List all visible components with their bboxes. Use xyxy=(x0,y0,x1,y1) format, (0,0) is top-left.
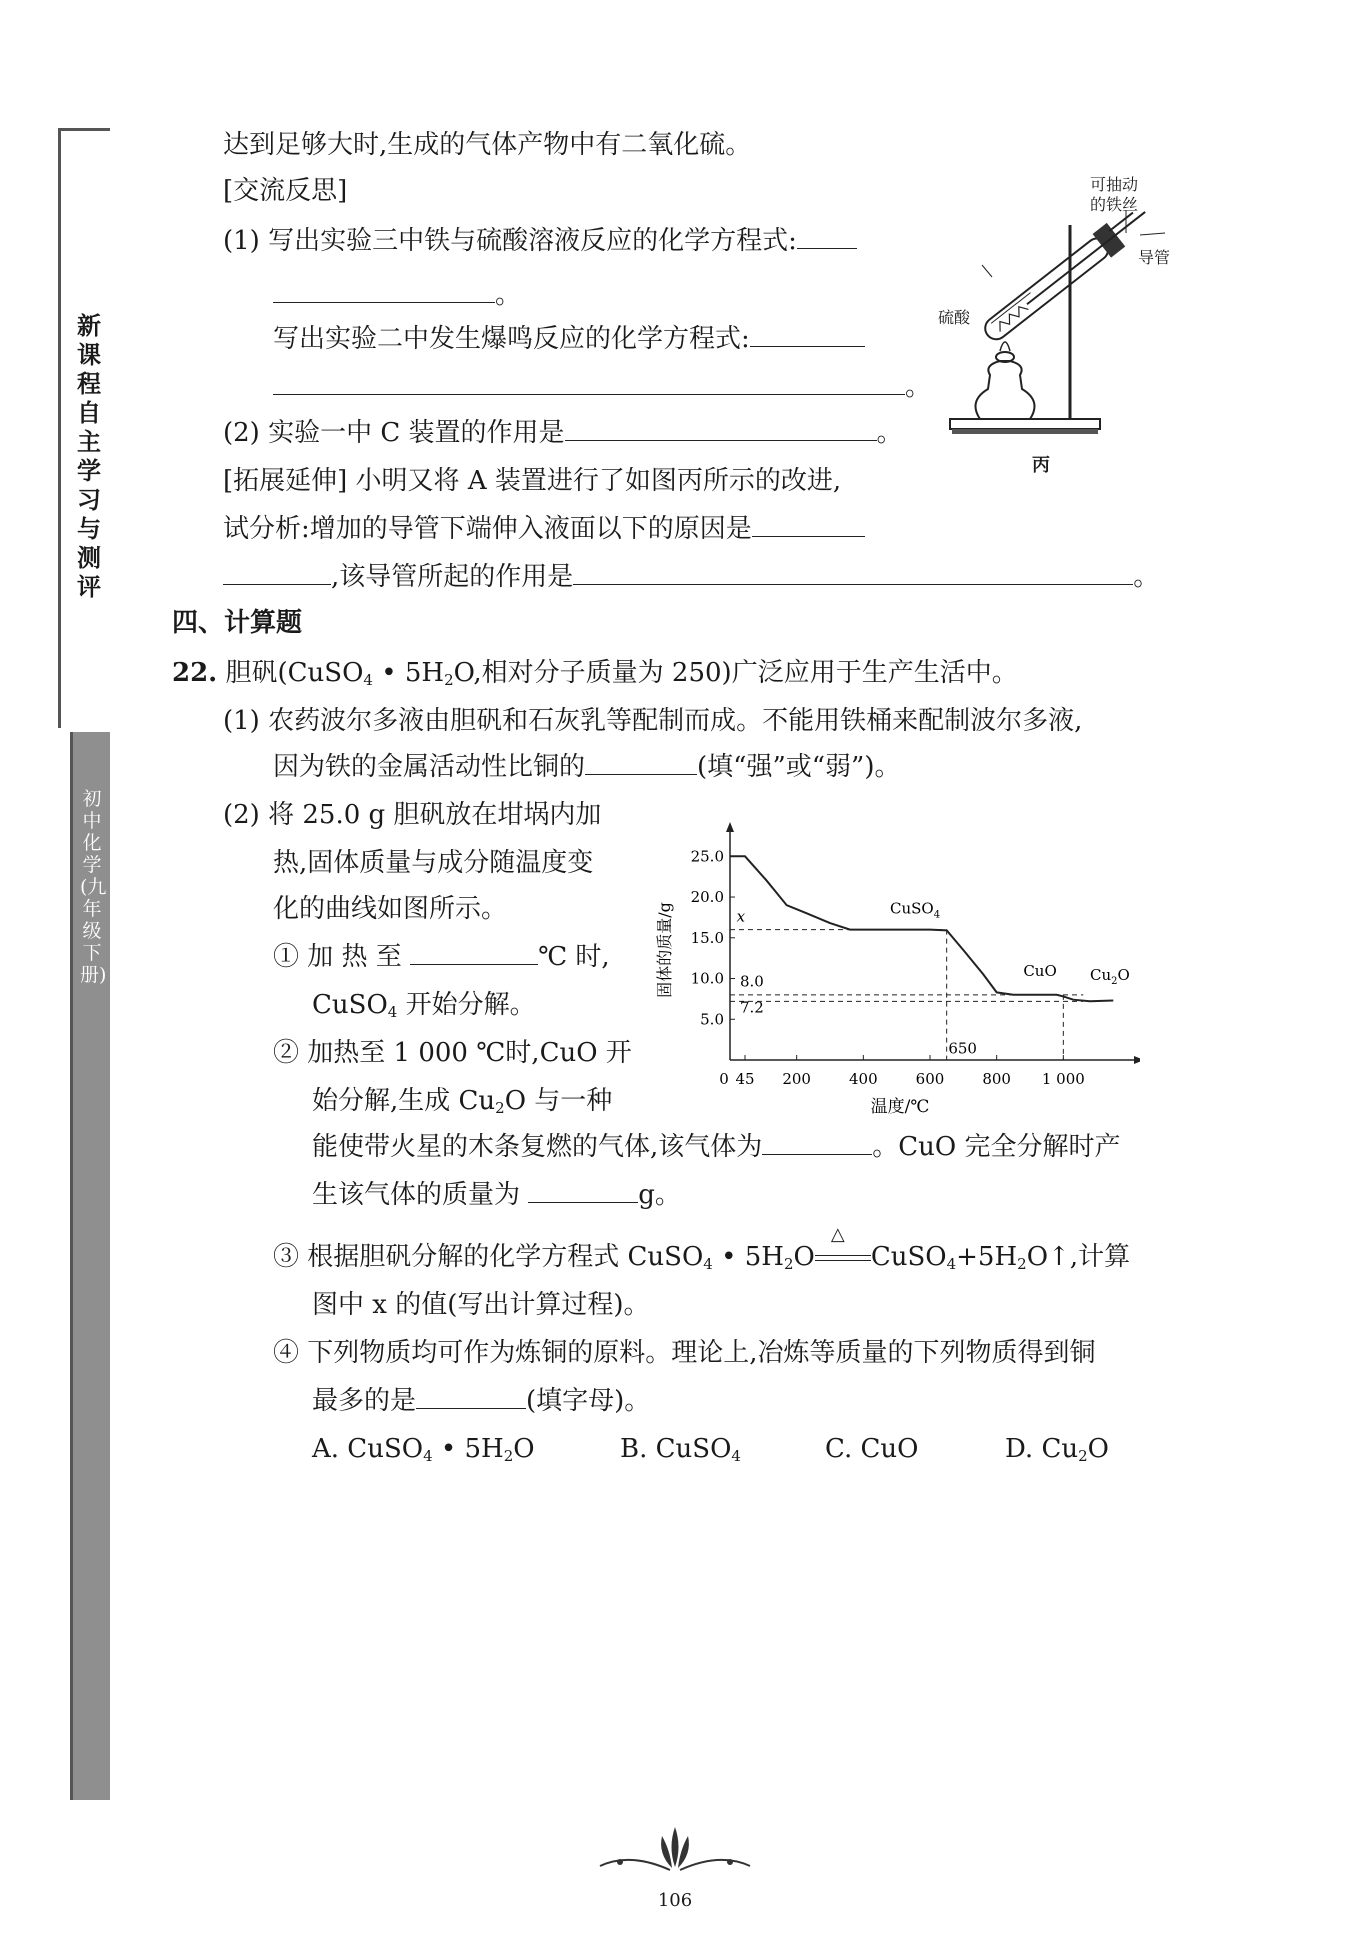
question-1-text: (1) 写出实验三中铁与硫酸溶液反应的化学方程式: xyxy=(223,226,797,256)
sub3-line-b: 图中 x 的值(写出计算过程)。 xyxy=(312,1290,650,1320)
x-tick-label: 400 xyxy=(849,1070,878,1088)
figure-caption: 丙 xyxy=(1032,455,1050,476)
mass-temperature-chart xyxy=(650,820,1140,1130)
subscript: 2 xyxy=(783,1255,794,1273)
formula: • 5H xyxy=(432,1434,504,1464)
subscript: 4 xyxy=(363,671,373,689)
sub1-line-a xyxy=(273,938,610,976)
subscript: 2 xyxy=(1078,1447,1088,1465)
section-heading: 四、计算题 xyxy=(172,608,303,638)
wire-label xyxy=(1090,175,1138,215)
blank-line-2 xyxy=(273,276,521,314)
sub3-text-end: ,计算 xyxy=(1069,1242,1131,1272)
analysis-line xyxy=(223,510,865,548)
subscript: 2 xyxy=(444,671,454,689)
ornament-dot xyxy=(617,1859,623,1865)
wire-label-1: 可抽动 xyxy=(1090,175,1139,194)
formula: O xyxy=(513,1434,535,1464)
x-axis-arrow xyxy=(1134,1056,1140,1064)
sub2-text-b1: 始分解,生成 Cu xyxy=(312,1086,496,1116)
sub2-line-d xyxy=(312,1176,681,1214)
ornament-leaf-center xyxy=(672,1827,679,1867)
q22-part2-line-b: 热,固体质量与成分随温度变 xyxy=(273,848,594,878)
sub4-line-b xyxy=(312,1382,650,1420)
sub1-text-b: 开始分解。 xyxy=(397,990,536,1020)
q22-text-c: O,相对分子质量为 250)广泛应用于生产生活中。 xyxy=(453,658,1018,688)
q22-text-a: 胆矾(CuSO xyxy=(225,658,364,688)
subscript: 4 xyxy=(703,1255,713,1273)
q22-part1-line-a: (1) 农药波尔多液由胆矾和石灰乳等配制而成。不能用铁桶来配制波尔多液, xyxy=(223,706,1083,736)
answer-blank[interactable] xyxy=(762,1128,872,1155)
formula: CuSO xyxy=(312,990,388,1020)
question-1b-line xyxy=(273,320,865,358)
chart-annotation: $Cu_2O$ xyxy=(1090,966,1130,988)
q22-part1-line-b xyxy=(273,748,900,786)
test-tube-group xyxy=(978,200,1154,347)
ornament-dot xyxy=(727,1859,733,1865)
chart-annotation: 7.2 xyxy=(740,998,764,1017)
sidebar-book-tab xyxy=(58,128,110,728)
alcohol-lamp xyxy=(976,361,1035,419)
sub2-text-c-end: 。CuO 完全分解时产 xyxy=(872,1132,1121,1162)
answer-blank[interactable] xyxy=(528,1176,638,1203)
analysis-line-2 xyxy=(223,558,1159,596)
chart-annotation: CuSO$_4$ xyxy=(890,899,941,921)
sub1-line-b xyxy=(312,986,536,1024)
tube-label-line xyxy=(1140,233,1165,235)
y-tick-label: 25.0 xyxy=(690,847,724,866)
option-B[interactable] xyxy=(620,1430,741,1468)
sub2-text-c: 能使带火星的木条复燃的气体,该气体为 xyxy=(312,1132,763,1162)
x-tick-label: 200 xyxy=(782,1070,811,1088)
question-2-line xyxy=(223,414,903,452)
chart-annotation: CuO xyxy=(1023,962,1057,981)
formula: • 5H xyxy=(712,1242,784,1272)
question-1-line xyxy=(223,222,857,260)
chart-svg xyxy=(650,820,1140,1130)
y-axis-label: 固体的质量/g xyxy=(655,902,674,998)
reflection-heading: [交流反思] xyxy=(223,176,348,206)
period: 。 xyxy=(876,418,903,448)
wire-label-2: 的铁丝 xyxy=(1090,195,1139,214)
conduit-tube xyxy=(1109,213,1133,231)
chart-annotation: x xyxy=(736,907,746,926)
question-2-text: (2) 实验一中 C 装置的作用是 xyxy=(223,418,565,448)
sub2-line-a: ② 加热至 1 000 ℃时,CuO 开 xyxy=(273,1038,632,1068)
book-title: 新课程自主学习与测评 xyxy=(77,311,101,601)
answer-blank[interactable] xyxy=(752,510,865,537)
answer-blank[interactable] xyxy=(750,320,865,347)
stand-base xyxy=(950,419,1100,429)
sub4-text-end: (填字母)。 xyxy=(526,1386,651,1416)
formula: CuSO xyxy=(870,1242,947,1272)
extension-line: [拓展延伸] 小明又将 A 装置进行了如图丙所示的改进, xyxy=(223,466,842,496)
subscript: 2 xyxy=(495,1099,505,1117)
subject-title: 初中化学(九年级下册) xyxy=(80,788,107,986)
answer-blank[interactable] xyxy=(273,368,905,395)
period: 。 xyxy=(495,280,522,310)
text-line-1: 达到足够大时,生成的气体产物中有二氧化硫。 xyxy=(223,130,752,160)
question-1b-text: 写出实验二中发生爆鸣反应的化学方程式: xyxy=(273,324,750,354)
y-axis-arrow xyxy=(726,822,734,832)
reaction-arrow xyxy=(815,1224,871,1276)
q22-part1-end: (填“强”或“弱”)。 xyxy=(697,752,901,782)
annotation-subscript: 2 xyxy=(1111,976,1118,988)
x-tick-label: 600 xyxy=(915,1070,945,1088)
y-tick-label: 5.0 xyxy=(700,1010,724,1029)
sub4-line-a: ④ 下列物质均可作为炼铜的原料。理论上,冶炼等质量的下列物质得到铜 xyxy=(273,1338,1096,1368)
answer-blank[interactable] xyxy=(585,748,697,775)
sub1-end: ℃ 时, xyxy=(538,942,610,972)
subscript: 4 xyxy=(731,1447,741,1465)
iron-wire xyxy=(1027,212,1145,304)
y-tick-label: 15.0 xyxy=(690,928,724,947)
formula: O xyxy=(1026,1242,1049,1272)
option-C[interactable]: C. CuO xyxy=(825,1434,919,1464)
x-axis-label: 温度/℃ xyxy=(870,1097,930,1117)
question-22-line xyxy=(172,654,1018,692)
sub2-text-d: 生该气体的质量为 xyxy=(312,1180,521,1210)
ornament-leaf-left xyxy=(661,1836,672,1868)
subscript: 4 xyxy=(946,1255,957,1273)
option-B-text: B. CuSO xyxy=(620,1434,732,1464)
equals-sign xyxy=(815,1255,871,1261)
page-ornament xyxy=(590,1822,760,1882)
formula: +5H xyxy=(956,1242,1018,1272)
subscript: 2 xyxy=(503,1447,514,1465)
sub2-line-c xyxy=(312,1128,1121,1166)
option-A[interactable] xyxy=(312,1430,535,1468)
tube-label: 导管 xyxy=(1138,248,1171,267)
annotation-tail: O xyxy=(1117,966,1130,985)
subscript: 4 xyxy=(387,1003,398,1021)
period: 。 xyxy=(1133,562,1160,592)
x-tick-label: 0 xyxy=(719,1070,729,1088)
sub2-line-b xyxy=(312,1082,612,1120)
answer-blank[interactable] xyxy=(565,414,877,441)
analysis-text: 试分析:增加的导管下端伸入液面以下的原因是 xyxy=(223,514,752,544)
subscript: 2 xyxy=(1017,1255,1027,1273)
sidebar-subject-tab xyxy=(70,732,110,1800)
acid-label: 硫酸 xyxy=(938,308,971,327)
analysis-text-2: ,该导管所起的作用是 xyxy=(331,562,574,592)
sub1-text: ① 加 热 至 xyxy=(273,942,402,972)
gas-arrow: ↑ xyxy=(1048,1242,1070,1272)
y-tick-label: 10.0 xyxy=(690,969,724,988)
sub4-text: 最多的是 xyxy=(312,1386,417,1416)
chart-annotation: 8.0 xyxy=(740,972,764,991)
question-number: 22. xyxy=(172,658,218,688)
subscript: 4 xyxy=(423,1447,433,1465)
q22-part2-line-c: 化的曲线如图所示。 xyxy=(273,894,508,924)
apparatus-figure xyxy=(930,175,1190,475)
sub2-text-b2: O 与一种 xyxy=(504,1086,613,1116)
stand-base-shadow xyxy=(952,429,1098,434)
option-A-text: A. CuSO xyxy=(312,1434,424,1464)
ornament-leaf-right xyxy=(678,1836,689,1868)
blank-line-3 xyxy=(273,368,931,406)
formula: O xyxy=(1087,1434,1109,1464)
option-D[interactable] xyxy=(1005,1430,1109,1468)
q22-text-b: • 5H xyxy=(372,658,445,688)
annotation-subscript: 4 xyxy=(933,909,941,921)
q22-part1-text: 因为铁的金属活动性比铜的 xyxy=(273,752,586,782)
formula: O xyxy=(793,1242,815,1272)
option-D-text: D. Cu xyxy=(1005,1434,1079,1464)
answer-blank[interactable] xyxy=(273,276,495,303)
acid-label-line xyxy=(982,265,992,277)
sub3-text: ③ 根据胆矾分解的化学方程式 CuSO xyxy=(273,1242,704,1272)
answer-blank[interactable] xyxy=(416,1382,526,1409)
answer-blank[interactable] xyxy=(573,558,1133,585)
sub2-text-d-end: g。 xyxy=(638,1180,681,1210)
answer-blank[interactable] xyxy=(223,558,331,585)
answer-blank[interactable] xyxy=(797,222,857,249)
answer-blank[interactable] xyxy=(410,938,538,965)
x-tick-label: 1 000 xyxy=(1041,1070,1085,1088)
chart-annotation: 650 xyxy=(948,1039,977,1058)
q22-part2-line-a: (2) 将 25.0 g 胆矾放在坩埚内加 xyxy=(223,800,602,830)
period: 。 xyxy=(905,372,932,402)
sub3-line-a xyxy=(273,1224,1131,1276)
y-tick-label: 20.0 xyxy=(690,888,724,907)
x-tick-label: 45 xyxy=(735,1070,755,1088)
flame xyxy=(1000,342,1010,351)
heat-symbol: △ xyxy=(830,1224,845,1245)
x-tick-label: 800 xyxy=(982,1070,1011,1088)
page-number: 106 xyxy=(657,1890,693,1911)
